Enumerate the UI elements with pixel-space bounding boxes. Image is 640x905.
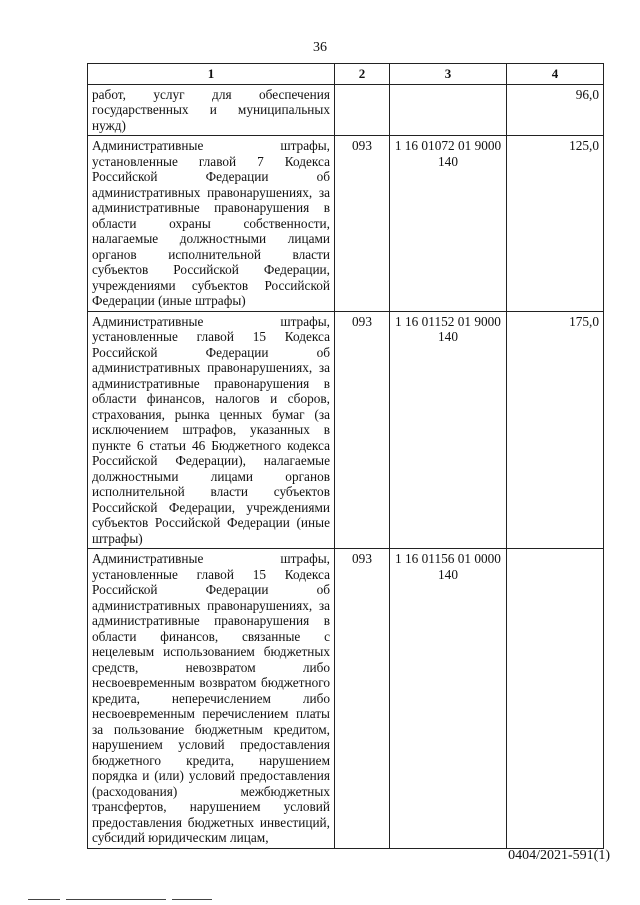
scan-bottom-edge bbox=[0, 899, 640, 900]
column-header: 4 bbox=[507, 64, 604, 85]
page-number: 36 bbox=[313, 40, 327, 55]
amount-cell: 125,0 bbox=[507, 136, 604, 312]
table-row bbox=[88, 84, 604, 136]
administrator-code: 093 bbox=[335, 136, 390, 312]
budget-classification-code: 1 16 01072 01 9000 140 bbox=[390, 136, 507, 312]
budget-classification-code: 1 16 01152 01 9000 140 bbox=[390, 311, 507, 549]
revenue-description: Административные штрафы, установленные главой 7 Кодекса Российской Федерации об административных правонарушениях, за административные правонарушения в области охраны собственности, налагаемые должностными лицами органов исполнительной власти субъектов Российской Федерации, учреждениями субъектов Российской Федерации (иные штрафы) bbox=[88, 136, 335, 312]
table-row bbox=[88, 136, 604, 312]
amount-cell bbox=[507, 549, 604, 849]
column-header: 2 bbox=[335, 64, 390, 85]
revenue-description: работ, услуг для обеспечения государственных и муниципальных нужд) bbox=[88, 84, 335, 136]
table-row bbox=[88, 311, 604, 549]
administrator-code: 093 bbox=[335, 549, 390, 849]
budget-classification-code bbox=[390, 84, 507, 136]
column-header: 1 bbox=[88, 64, 335, 85]
column-header: 3 bbox=[390, 64, 507, 85]
amount-cell: 175,0 bbox=[507, 311, 604, 549]
table-row bbox=[88, 549, 604, 849]
revenue-description: Административные штрафы, установленные главой 15 Кодекса Российской Федерации об административных правонарушениях, за административные правонарушения в области финансов, налогов и сборов, страхования, рынка ценных бумаг (за исключением штрафов, указанных в пункте 6 статьи 46 Бюджетного кодекса Российской Федерации), налагаемые должностными лицами органов исполнительной власти субъектов Российской Федерации, учреждениями субъектов Российской Федерации (иные штрафы) bbox=[88, 311, 335, 549]
table-header-row bbox=[88, 64, 604, 85]
revenue-description: Административные штрафы, установленные главой 15 Кодекса Российской Федерации об административных правонарушениях, за административные правонарушения в области финансов, связанные с нецелевым использованием бюджетных средств, невозвратом либо несвоевременным возвратом бюджетного кредита, неперечислением либо несвоевременным перечислением платы за пользование бюджетным кредитом, нарушением условий предоставления бюджетного кредита, нарушением порядка и (или) условий предоставления (расходования) межбюджетных трансфертов, нарушением условий предоставления бюджетных инвестиций, субсидий юридическим лицам, bbox=[88, 549, 335, 849]
amount-cell: 96,0 bbox=[507, 84, 604, 136]
budget-classification-code: 1 16 01156 01 0000 140 bbox=[390, 549, 507, 849]
budget-revenue-table bbox=[87, 63, 604, 849]
administrator-code: 093 bbox=[335, 311, 390, 549]
administrator-code bbox=[335, 84, 390, 136]
document-registration-number: 0404/2021-591(1) bbox=[508, 848, 610, 863]
